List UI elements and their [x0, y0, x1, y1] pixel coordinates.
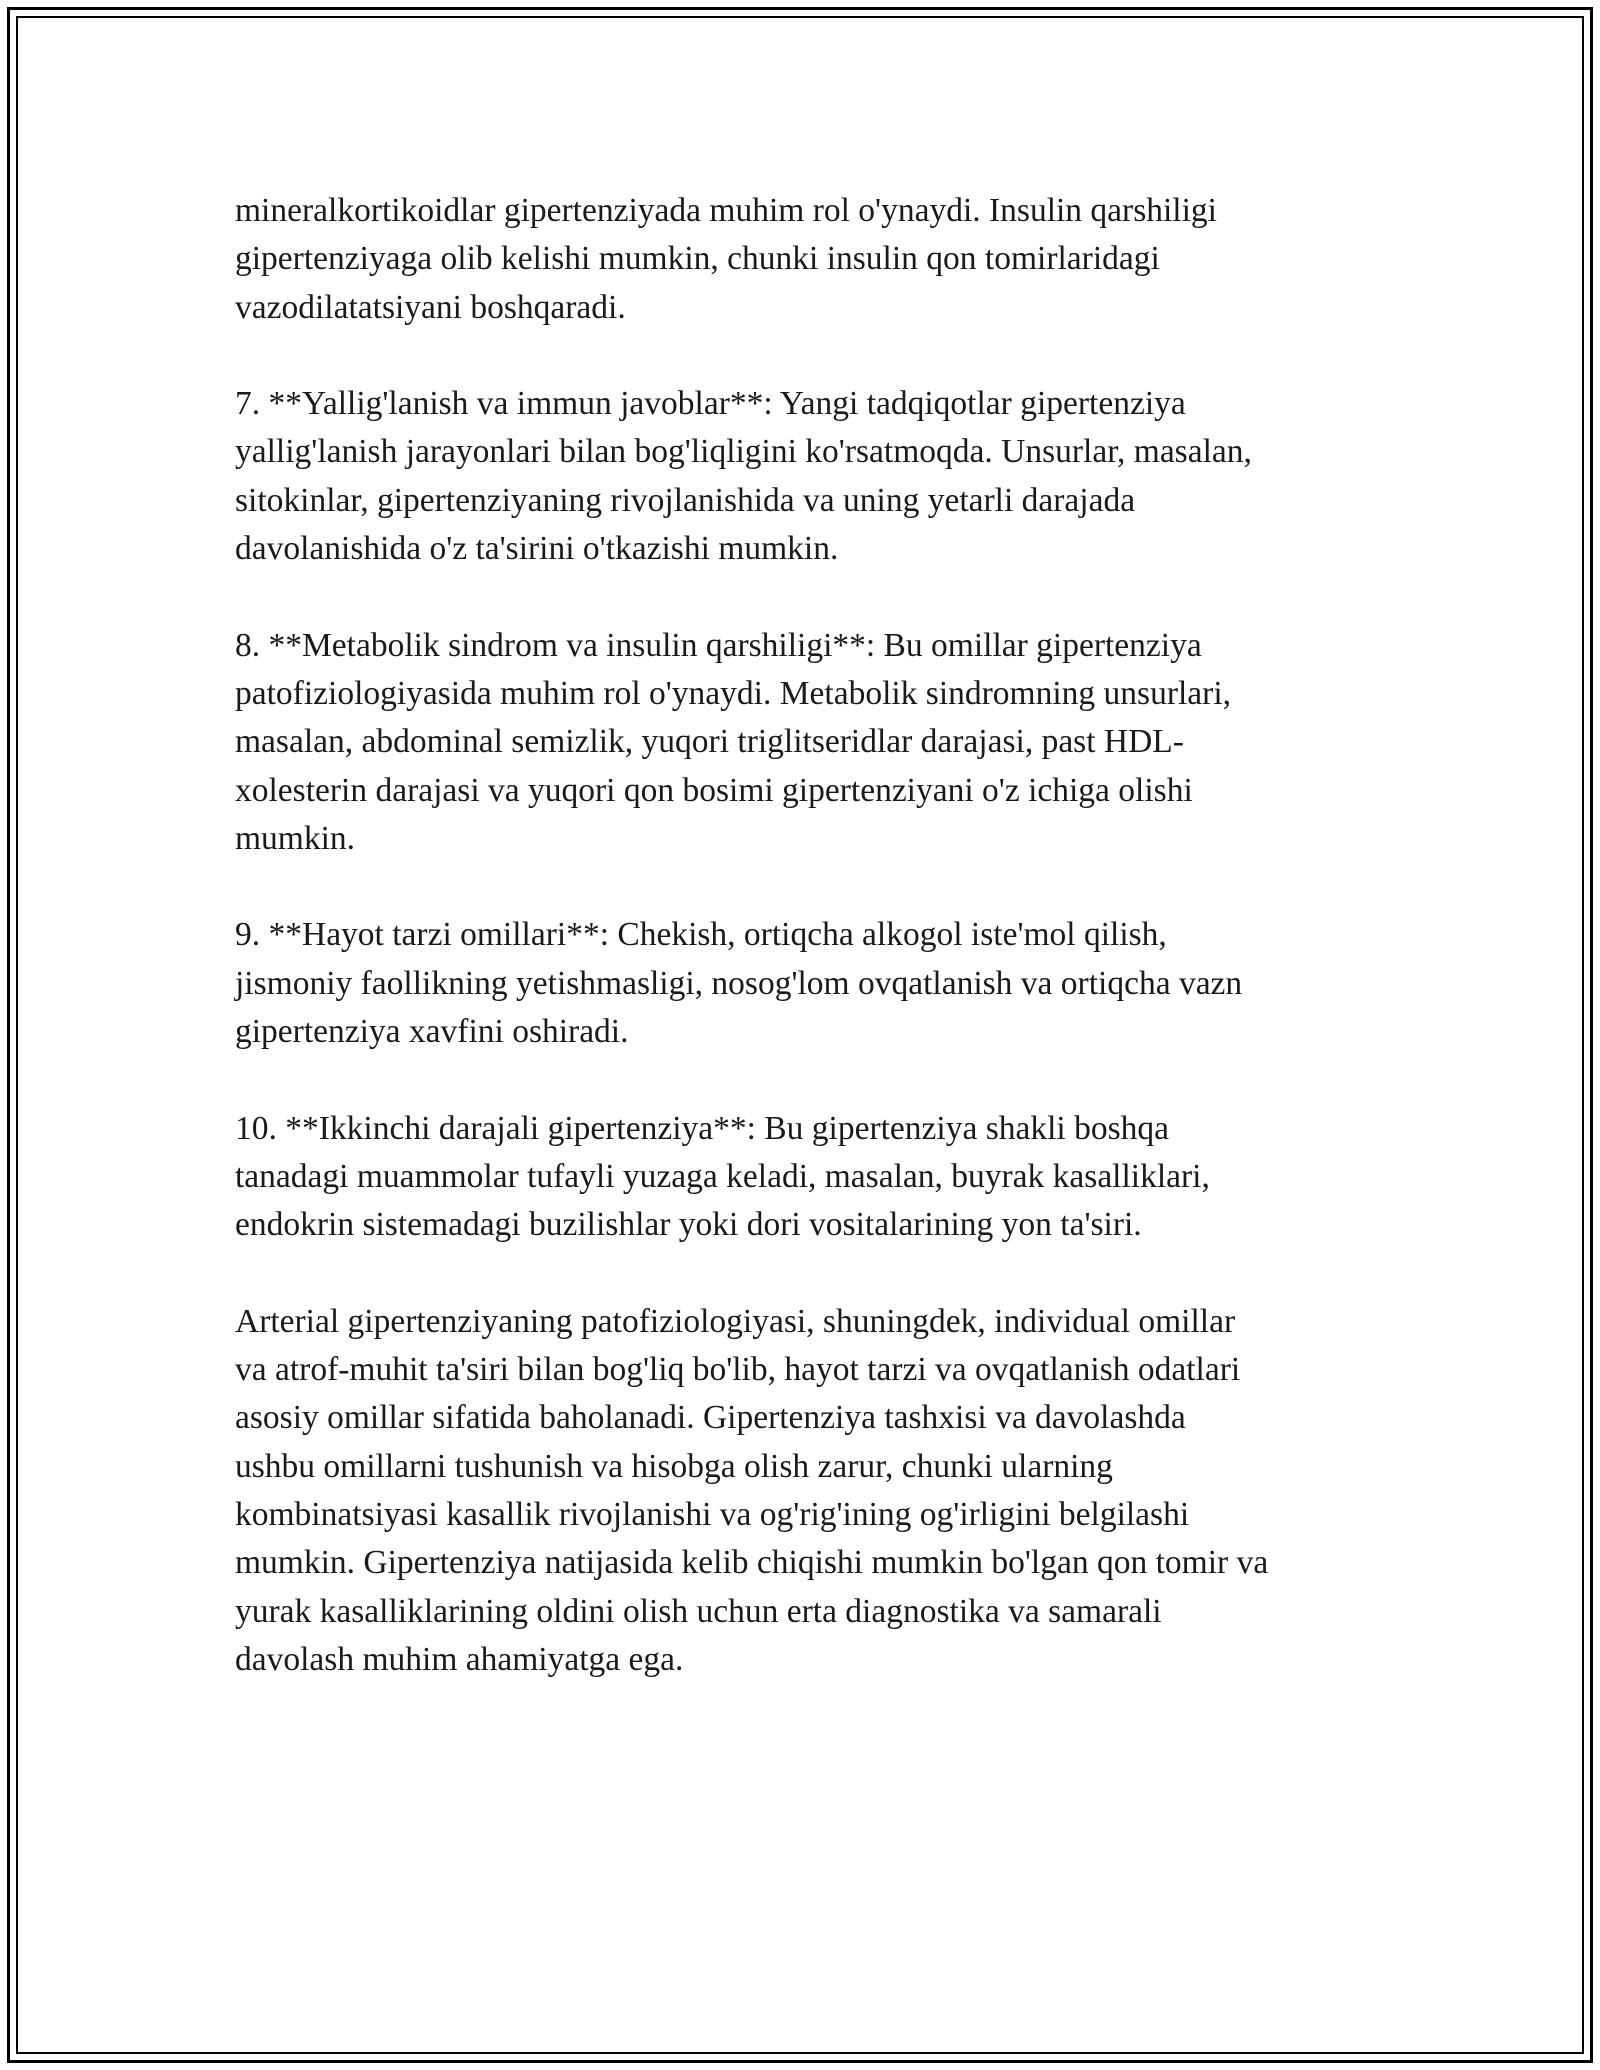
paragraph-item-10: 10. **Ikkinchi darajali gipertenziya**: Bu gipertenziya shakli boshqa tanadagi muammolar tufayli yuzaga keladi, masalan, buyrak kasalliklari, endokrin sistemadagi buzilishlar yoki dori vositalarining yon ta'siri. — [235, 1109, 1210, 1244]
paragraph-item-9: 9. **Hayot tarzi omillari**: Chekish, ortiqcha alkogol iste'mol qilish, jismoniy faollikning yetishmasligi, nosog'lom ovqatlanish va ortiqcha vazn gipertenziya xavfini oshiradi. — [235, 916, 1243, 1051]
paragraph-continuation: mineralkortikoidlar gipertenziyada muhim rol o'ynaydi. Insulin qarshiligi gipertenziyaga olib kelishi mumkin, chunki insulin qon tomirlaridagi vazodilatatsiyani boshqaradi. — [235, 192, 1217, 326]
paragraph-conclusion: Arterial gipertenziyaning patofiziologiyasi, shuningdek, individual omillar va atrof-muhit ta'siri bilan bog'liq bo'lib, hayot tarzi va ovqatlanish odatlari asosiy omillar sifatida baholanadi. Gipertenziya tashxisi va davolashda ushbu omillarni tushunish va hisobga olish zarur, chunki ularning kombinatsiyasi kasallik rivojlanishi va og'rig'ining og'irligini belgilashi mumkin. Gipertenziya natijasida kelib chiqishi mumkin bo'lgan qon tomir va yurak kasalliklarining oldini olish uchun erta diagnostika va samarali davolash muhim ahamiyatga ega. — [235, 1302, 1269, 1678]
document-body — [235, 187, 1385, 1684]
paragraph-item-7: 7. **Yallig'lanish va immun javoblar**: Yangi tadqiqotlar gipertenziya yallig'lanish jarayonlari bilan bog'liqligini ko'rsatmoqda. Unsurlar, masalan, sitokinlar, gipertenziyaning rivojlanishida va uning yetarli darajada davolanishida o'z ta'sirini o'tkazishi mumkin. — [235, 385, 1252, 568]
paragraph-item-8: 8. **Metabolik sindrom va insulin qarshiligi**: Bu omillar gipertenziya patofiziologiyasida muhim rol o'ynaydi. Metabolik sindromning unsurlari, masalan, abdominal semizlik, yuqori triglitseridlar darajasi, past HDL- xolesterin darajasi va yuqori qon bosimi gipertenziyani o'z ichiga olishi mumkin. — [235, 626, 1232, 857]
